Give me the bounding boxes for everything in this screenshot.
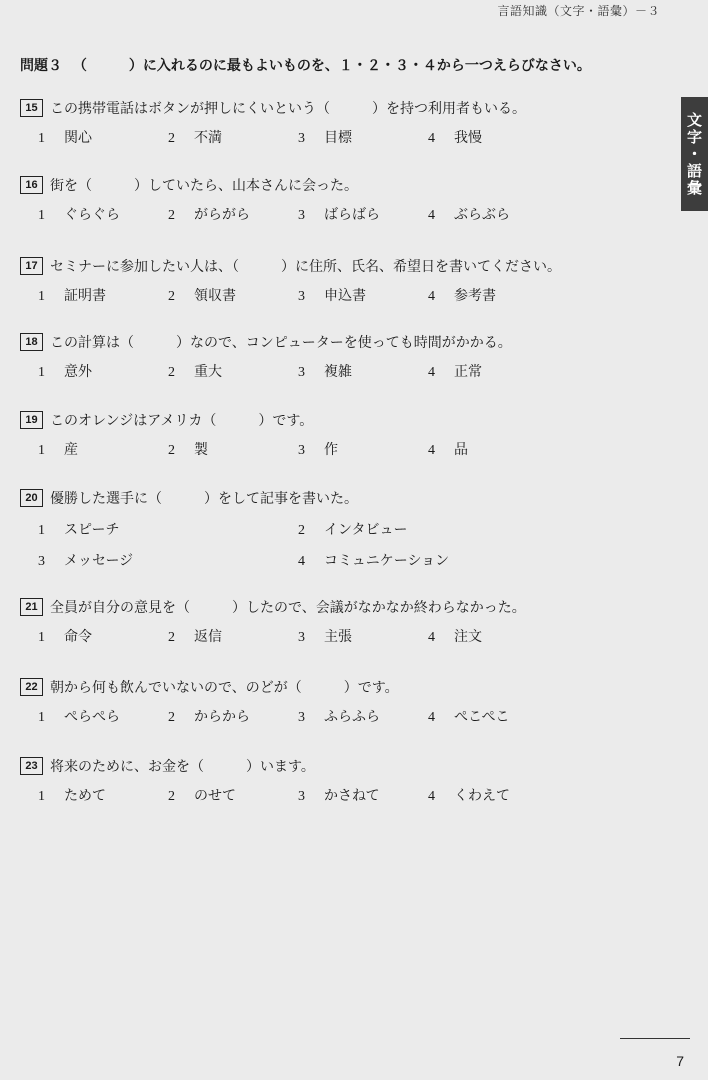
option-4[interactable]: 4 正常 <box>428 364 482 380</box>
option-text: 複雑 <box>324 364 352 380</box>
option-text: ばらばら <box>324 207 380 223</box>
options <box>20 706 640 730</box>
option-1[interactable]: 1 ぐらぐら <box>38 207 120 223</box>
question-stem: この計算は（ ）なので、コンピューターを使っても時間がかかる。 <box>50 335 512 351</box>
running-header: 言語知識（文字・語彙）－３ <box>497 4 660 18</box>
option-2[interactable]: 2 重大 <box>168 364 222 380</box>
question-stem: このオレンジはアメリカ（ ）です。 <box>50 413 314 429</box>
option-1[interactable]: 1 命令 <box>38 629 92 645</box>
question-stem: セミナーに参加したい人は、（ ）に住所、氏名、希望日を書いてください。 <box>50 259 561 275</box>
option-1[interactable]: 1 ためて <box>38 788 106 804</box>
question-23 <box>20 755 640 809</box>
option-text: 参考書 <box>454 288 496 304</box>
question-15 <box>20 97 640 151</box>
option-text: 領収書 <box>194 288 236 304</box>
page-number: 7 <box>676 1053 684 1069</box>
option-2[interactable]: 2 不満 <box>168 130 222 146</box>
option-4[interactable]: 4 参考書 <box>428 288 496 304</box>
question-number: 22 <box>20 678 43 696</box>
question-22 <box>20 676 640 730</box>
option-4[interactable]: 4 ぺこぺこ <box>428 709 510 725</box>
question-21 <box>20 596 640 650</box>
option-text: スピーチ <box>64 522 120 538</box>
option-2[interactable]: 2 返信 <box>168 629 222 645</box>
option-text: のせて <box>194 788 236 804</box>
option-text: 製 <box>194 442 208 458</box>
options <box>20 517 640 579</box>
option-text: 意外 <box>64 364 92 380</box>
question-number: 20 <box>20 489 43 507</box>
option-text: ぺらぺら <box>64 709 120 725</box>
option-text: ふらふら <box>324 709 380 725</box>
options <box>20 439 640 463</box>
option-text: かさねて <box>324 788 380 804</box>
option-4[interactable]: 4 我慢 <box>428 130 482 146</box>
option-3[interactable]: 3 作 <box>298 442 338 458</box>
question-stem: 街を（ ）していたら、山本さんに会った。 <box>50 178 358 194</box>
option-4[interactable]: 4 ぶらぶら <box>428 207 510 223</box>
question-number: 17 <box>20 257 43 275</box>
option-3[interactable]: 3 ふらふら <box>298 709 380 725</box>
option-text: ぺこぺこ <box>454 709 510 725</box>
question-stem: この携帯電話はボタンが押しにくいという（ ）を持つ利用者もいる。 <box>50 101 526 117</box>
option-text: からから <box>194 709 250 725</box>
option-text: がらがら <box>194 207 250 223</box>
option-text: 我慢 <box>454 130 482 146</box>
option-text: 返信 <box>194 629 222 645</box>
option-4[interactable]: 4 品 <box>428 442 468 458</box>
option-text: 不満 <box>194 130 222 146</box>
question-18 <box>20 331 640 385</box>
option-text: 目標 <box>324 130 352 146</box>
option-3[interactable]: 3 複雑 <box>298 364 352 380</box>
option-text: 命令 <box>64 629 92 645</box>
question-19 <box>20 409 640 463</box>
option-2[interactable]: 2 インタビュー <box>298 522 408 538</box>
question-stem: 優勝した選手に（ ）をして記事を書いた。 <box>50 491 358 507</box>
option-text: 申込書 <box>324 288 366 304</box>
question-number: 18 <box>20 333 43 351</box>
option-4[interactable]: 4 コミュニケーション <box>298 553 450 569</box>
option-text: 証明書 <box>64 288 106 304</box>
option-3[interactable]: 3 主張 <box>298 629 352 645</box>
section-instruction: （ ）に入れるのに最もよいものを、１・２・３・４から一つえらびなさい。 <box>72 58 591 74</box>
option-1[interactable]: 1 ぺらぺら <box>38 709 120 725</box>
option-text: くわえて <box>454 788 510 804</box>
question-16 <box>20 174 640 228</box>
option-text: 作 <box>324 442 338 458</box>
option-2[interactable]: 2 がらがら <box>168 207 250 223</box>
option-1[interactable]: 1 関心 <box>38 130 92 146</box>
option-1[interactable]: 1 スピーチ <box>38 522 120 538</box>
side-tab-vocabulary: 文字・語彙 <box>681 97 708 211</box>
option-text: ためて <box>64 788 106 804</box>
question-20 <box>20 487 640 579</box>
option-text: ぐらぐら <box>64 207 120 223</box>
question-number: 15 <box>20 99 43 117</box>
question-17 <box>20 255 640 309</box>
option-text: コミュニケーション <box>324 553 450 569</box>
option-text: 産 <box>64 442 78 458</box>
option-2[interactable]: 2 領収書 <box>168 288 236 304</box>
option-3[interactable]: 3 申込書 <box>298 288 366 304</box>
option-1[interactable]: 1 産 <box>38 442 78 458</box>
options <box>20 785 640 809</box>
option-text: 主張 <box>324 629 352 645</box>
option-2[interactable]: 2 からから <box>168 709 250 725</box>
option-text: 注文 <box>454 629 482 645</box>
question-number: 21 <box>20 598 43 616</box>
option-text: メッセージ <box>64 553 134 569</box>
option-text: 関心 <box>64 130 92 146</box>
option-text: ぶらぶら <box>454 207 510 223</box>
section-title <box>20 55 591 75</box>
question-stem: 将来のために、お金を（ ）います。 <box>50 759 315 775</box>
question-stem: 全員が自分の意見を（ ）したので、会議がなかなか終わらなかった。 <box>50 600 526 616</box>
option-text: 重大 <box>194 364 222 380</box>
option-2[interactable]: 2 のせて <box>168 788 236 804</box>
options <box>20 204 640 228</box>
options <box>20 127 640 151</box>
section-label: 問題３ <box>20 58 62 74</box>
option-text: 品 <box>454 442 468 458</box>
option-3[interactable]: 3 かさねて <box>298 788 380 804</box>
options <box>20 285 640 309</box>
options <box>20 626 640 650</box>
option-4[interactable]: 4 注文 <box>428 629 482 645</box>
footer-divider <box>620 1038 690 1039</box>
question-number: 19 <box>20 411 43 429</box>
question-number: 16 <box>20 176 43 194</box>
option-1[interactable]: 1 証明書 <box>38 288 106 304</box>
option-text: 正常 <box>454 364 482 380</box>
option-text: インタビュー <box>324 522 408 538</box>
option-4[interactable]: 4 くわえて <box>428 788 510 804</box>
question-number: 23 <box>20 757 43 775</box>
option-1[interactable]: 1 意外 <box>38 364 92 380</box>
option-3[interactable]: 3 ばらばら <box>298 207 380 223</box>
option-3[interactable]: 3 メッセージ <box>38 553 134 569</box>
question-stem: 朝から何も飲んでいないので、のどが（ ）です。 <box>50 680 399 696</box>
option-2[interactable]: 2 製 <box>168 442 208 458</box>
option-3[interactable]: 3 目標 <box>298 130 352 146</box>
options <box>20 361 640 385</box>
